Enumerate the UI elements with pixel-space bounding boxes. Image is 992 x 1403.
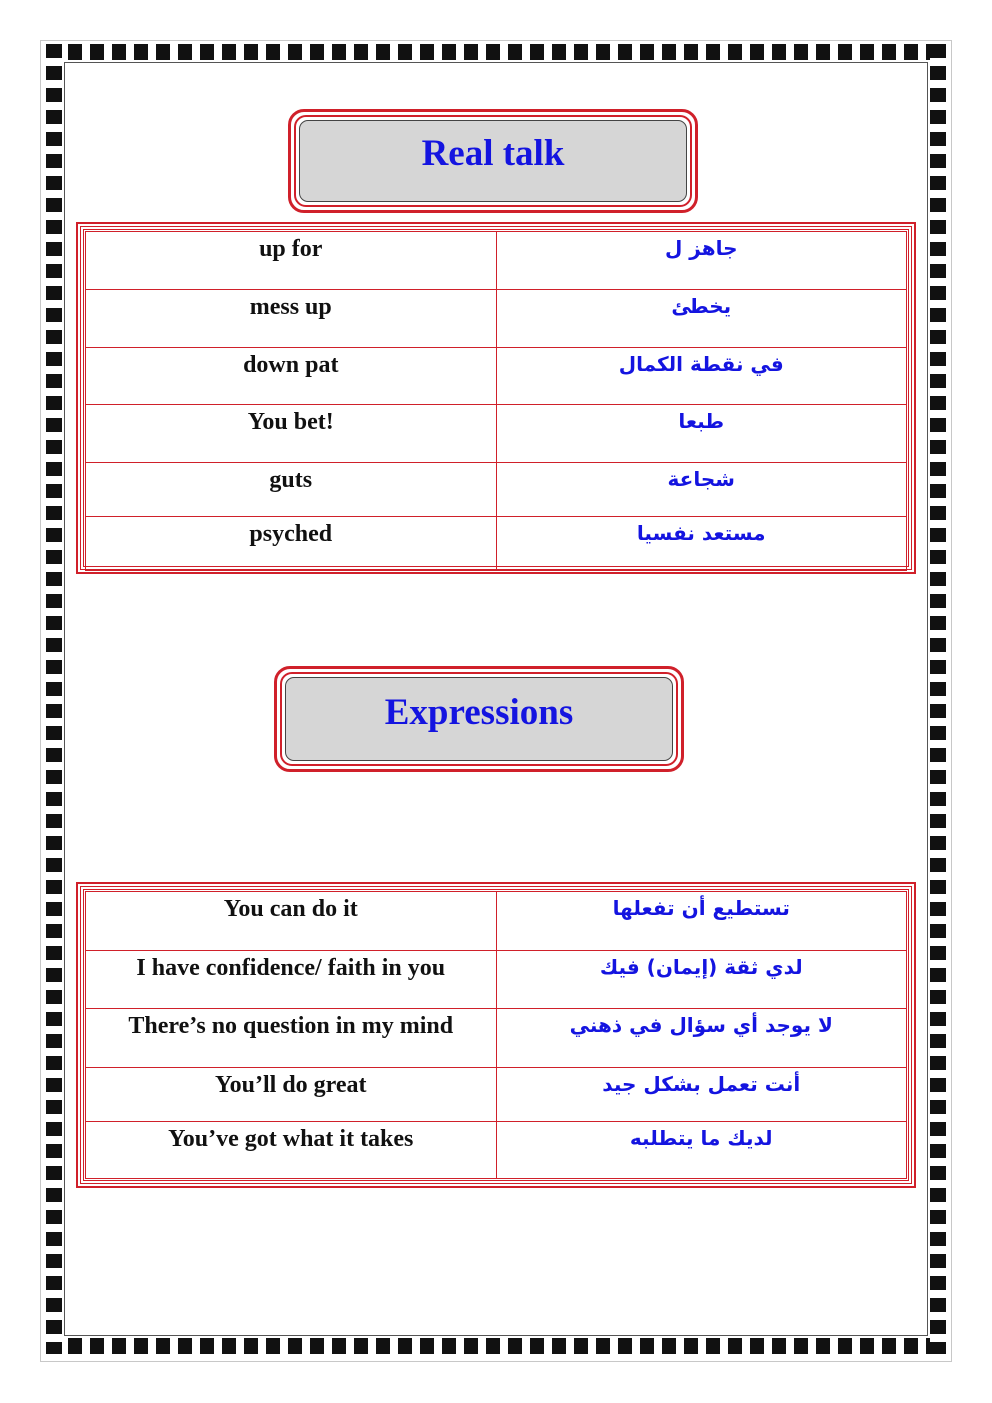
english-term: mess up [86,290,497,348]
table-row [86,232,907,290]
english-expression: You’ve got what it takes [86,1122,497,1179]
border-band-right [930,44,946,1354]
english-term: up for [86,232,497,290]
real-talk-table [76,222,916,574]
arabic-translation: شجاعة [496,463,907,517]
arabic-translation: يخطئ [496,290,907,348]
english-term: You bet! [86,405,497,463]
table-row [86,1009,907,1068]
section-title-box-real-talk [288,109,698,213]
section-title: Expressions [384,691,574,733]
arabic-translation: في نقطة الكمال [496,348,907,405]
arabic-translation: تستطيع أن تفعلها [496,892,907,951]
table-row [86,892,907,951]
english-expression: There’s no question in my mind [86,1009,497,1068]
table-row [86,517,907,571]
table-row [86,1122,907,1179]
arabic-translation: جاهز ل [496,232,907,290]
border-band-bottom [46,1338,946,1354]
english-term: down pat [86,348,497,405]
vocab-table [85,231,907,571]
section-title-box-expressions [274,666,684,772]
table-row [86,405,907,463]
table-row [86,348,907,405]
border-band-left [46,44,62,1354]
table-row [86,1067,907,1122]
section-title: Real talk [421,132,565,174]
table-row [86,950,907,1009]
table-row [86,290,907,348]
english-term: psyched [86,517,497,571]
english-expression: I have confidence/ faith in you [86,950,497,1009]
arabic-translation: لديك ما يتطلبه [496,1122,907,1179]
arabic-translation: طبعا [496,405,907,463]
border-band-top [46,44,946,60]
arabic-translation: أنت تعمل بشكل جيد [496,1067,907,1122]
table-row [86,463,907,517]
arabic-translation: لدي ثقة (إيمان) فيك [496,950,907,1009]
arabic-translation: مستعد نفسيا [496,517,907,571]
english-term: guts [86,463,497,517]
expressions-table [76,882,916,1188]
vocab-table [85,891,907,1179]
english-expression: You can do it [86,892,497,951]
english-expression: You’ll do great [86,1067,497,1122]
arabic-translation: لا يوجد أي سؤال في ذهني [496,1009,907,1068]
